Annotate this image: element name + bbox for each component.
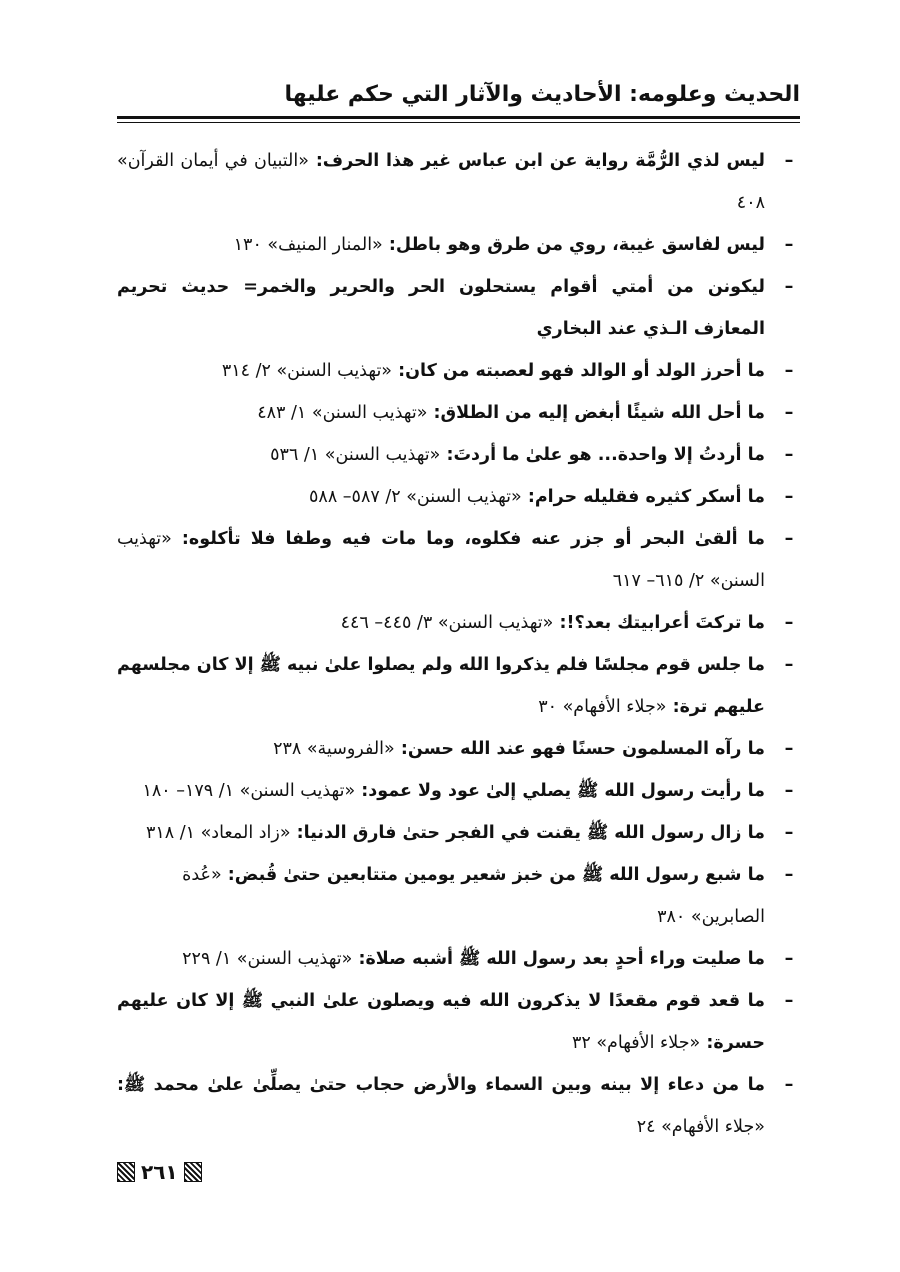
hadith-index-list (117, 140, 800, 1148)
entry-reference: «جلاء الأفهام» ٣٠ (538, 697, 667, 717)
list-item (117, 518, 800, 602)
list-item (117, 350, 800, 392)
entry-reference: «عُدة الصابرين» ٣٨٠ (182, 865, 765, 927)
entry-text: ما شبع رسول الله ﷺ من خبز شعير يومين متتابعين حتىٰ قُبض: (227, 865, 765, 885)
list-item (117, 770, 800, 812)
list-item (117, 728, 800, 770)
header-rule-thick (117, 116, 800, 119)
entry-text: ليكونن من أمتي أقوام يستحلون الحر والحرير والخمر= حديث تحريم المعازف الـذي عند البخاري (117, 277, 765, 339)
entry-text: ما أسكر كثيره فقليله حرام: (527, 487, 765, 507)
list-dash: – (784, 781, 794, 801)
page-number: ٢٦١ (141, 1160, 178, 1184)
entry-reference: «تهذيب السنن» ١/ ٥٣٦ (270, 445, 441, 465)
list-dash: – (784, 403, 794, 423)
list-item (117, 1064, 800, 1148)
entry-text: ما من دعاء إلا بينه وبين السماء والأرض حجاب حتىٰ يصلِّىٰ علىٰ محمد ﷺ: (117, 1075, 765, 1095)
list-dash: – (784, 277, 794, 297)
list-item (117, 476, 800, 518)
entry-reference: «الفروسية» ٢٣٨ (273, 739, 395, 759)
list-item (117, 602, 800, 644)
entry-reference: «جلاء الأفهام» ٢٤ (636, 1117, 765, 1137)
list-item (117, 644, 800, 728)
list-dash: – (784, 949, 794, 969)
entry-text: ما جلس قوم مجلسًا فلم يذكروا الله ولم يصلوا علىٰ نبيه ﷺ إلا كان مجلسهم عليهم ترة: (117, 655, 765, 717)
entry-text: ما أحرز الولد أو الوالد فهو لعصبته من كان: (398, 361, 765, 381)
entry-text: ما أحل الله شيئًا أبغض إليه من الطلاق: (433, 403, 765, 423)
entry-reference: «جلاء الأفهام» ٣٢ (571, 1033, 701, 1053)
entry-text: ما ألقىٰ البحر أو جزر عنه فكلوه، وما مات فيه وطفا فلا تأكلوه: (181, 529, 766, 549)
entry-text: ما رآه المسلمون حسنًا فهو عند الله حسن: (400, 739, 765, 759)
entry-reference: «تهذيب السنن» ٢/ ٣١٤ (221, 361, 393, 381)
entry-text: ما رأيت رسول الله ﷺ يصلي إلىٰ عود ولا عمود: (361, 781, 765, 801)
entry-reference: «المنار المنيف» ١٣٠ (233, 235, 383, 255)
list-dash: – (784, 487, 794, 507)
entry-text: ما قعد قوم مقعدًا لا يذكرون الله فيه ويصلون علىٰ النبي ﷺ إلا كان عليهم حسرة: (117, 991, 765, 1053)
list-dash: – (784, 361, 794, 381)
list-item (117, 140, 800, 224)
ornament-icon (117, 1162, 135, 1182)
entry-text: ما صليت وراء أحدٍ بعد رسول الله ﷺ أشبه صلاة: (358, 949, 765, 969)
list-dash: – (784, 865, 794, 885)
entry-reference: «تهذيب السنن» ١/ ٢٢٩ (182, 949, 353, 969)
entry-reference: «تهذيب السنن» ٢/ ٥٨٧– ٥٨٨ (309, 487, 522, 507)
entry-reference: «التبيان في أيمان القرآن» ٤٠٨ (117, 151, 765, 213)
header-rule-thin (117, 122, 800, 123)
list-dash: – (784, 151, 794, 171)
entry-reference: «زاد المعاد» ١/ ٣١٨ (145, 823, 291, 843)
list-item (117, 224, 800, 266)
entry-text: ما تركتَ أعرابيتك بعد؟!: (559, 613, 765, 633)
list-dash: – (784, 613, 794, 633)
list-dash: – (784, 991, 794, 1011)
running-header: الحديث وعلومه: الأحاديث والآثار التي حكم عليها (284, 82, 800, 107)
list-dash: – (784, 739, 794, 759)
list-dash: – (784, 655, 794, 675)
entry-text: ما أردتُ إلا واحدة... هو علىٰ ما أردتَ: (446, 445, 765, 465)
list-item (117, 434, 800, 476)
list-item (117, 392, 800, 434)
entry-reference: «تهذيب السنن» ٢/ ٦١٥– ٦١٧ (117, 529, 765, 591)
list-dash: – (784, 445, 794, 465)
list-dash: – (784, 529, 794, 549)
list-item (117, 854, 800, 938)
list-item (117, 266, 800, 350)
list-item (117, 980, 800, 1064)
entry-reference: «تهذيب السنن» ١/ ١٧٩– ١٨٠ (142, 781, 356, 801)
list-dash: – (784, 1075, 794, 1095)
entry-reference: «تهذيب السنن» ١/ ٤٨٣ (257, 403, 428, 423)
entry-text: ما زال رسول الله ﷺ يقنت في الفجر حتىٰ فارق الدنيا: (296, 823, 765, 843)
page-footer (117, 1160, 202, 1184)
entry-text: ليس لذي الرُّمَّة رواية عن ابن عباس غير هذا الحرف: (315, 151, 766, 171)
list-dash: – (784, 235, 794, 255)
entry-text: ليس لفاسق غيبة، روي من طرق وهو باطل: (388, 235, 765, 255)
list-item (117, 938, 800, 980)
entry-reference: «تهذيب السنن» ٣/ ٤٤٥– ٤٤٦ (340, 613, 554, 633)
list-dash: – (784, 823, 794, 843)
list-item (117, 812, 800, 854)
ornament-icon (184, 1162, 202, 1182)
